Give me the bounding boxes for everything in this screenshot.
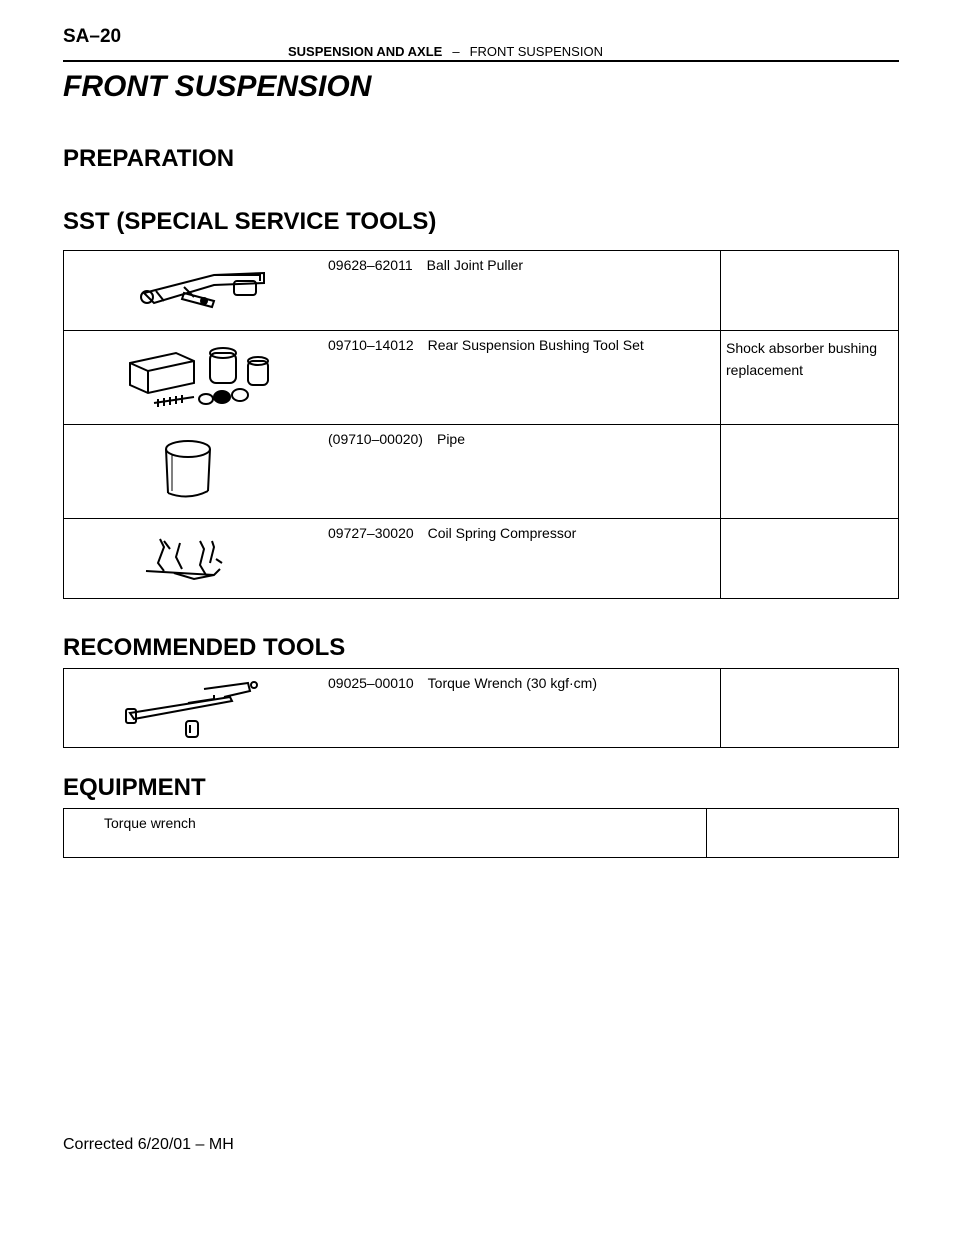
tool-name: Rear Suspension Bushing Tool Set <box>427 337 644 353</box>
tool-note-cell: Shock absorber bushing replacement <box>721 331 899 425</box>
sst-heading: SST (SPECIAL SERVICE TOOLS) <box>63 208 437 235</box>
table-row <box>64 331 899 425</box>
tool-name-cell <box>314 251 721 331</box>
page-number: SA–20 <box>63 26 122 47</box>
part-number: 09025–00010 <box>328 675 414 691</box>
tool-name: Pipe <box>436 431 466 447</box>
running-header <box>288 44 603 59</box>
header-rule <box>63 60 899 62</box>
tool-name-cell <box>314 331 721 425</box>
table-row <box>64 809 899 858</box>
tool-note-cell <box>721 519 899 599</box>
sst-table <box>63 250 899 599</box>
tool-note-cell <box>721 669 899 748</box>
part-number: 09710–14012 <box>328 337 414 353</box>
ball-joint-puller-drawing <box>64 251 314 329</box>
tool-image-cell <box>64 519 315 599</box>
torque-wrench-drawing <box>64 669 314 746</box>
part-number: 09727–30020 <box>328 525 414 541</box>
correction-note: Corrected 6/20/01 – MH <box>63 1136 234 1153</box>
tool-name: Ball Joint Puller <box>426 257 524 273</box>
preparation-heading: PREPARATION <box>63 145 235 172</box>
tool-note-cell <box>721 251 899 331</box>
part-number: (09710–00020) <box>328 431 423 447</box>
tool-note-cell <box>721 425 899 519</box>
tool-name: Torque Wrench (30 kgf·cm) <box>427 675 598 691</box>
tool-image-cell <box>64 425 315 519</box>
tool-name-cell <box>314 519 721 599</box>
page-title: FRONT SUSPENSION <box>63 70 372 103</box>
header-separator: – <box>452 44 460 59</box>
pipe-drawing <box>64 425 314 517</box>
equipment-name-cell: Torque wrench <box>64 809 707 858</box>
tool-image-cell <box>64 669 315 748</box>
part-number: 09628–62011 <box>328 257 413 273</box>
header-section: SUSPENSION AND AXLE <box>288 44 443 59</box>
table-row <box>64 425 899 519</box>
header-subsection: FRONT SUSPENSION <box>469 44 603 59</box>
table-row <box>64 251 899 331</box>
tool-image-cell <box>64 251 315 331</box>
recommended-tools-heading: RECOMMENDED TOOLS <box>63 634 346 661</box>
equipment-heading: EQUIPMENT <box>63 774 206 801</box>
table-row <box>64 519 899 599</box>
bushing-tool-set-drawing <box>64 331 314 423</box>
tool-image-cell <box>64 331 315 425</box>
coil-spring-compressor-drawing <box>64 519 314 597</box>
tool-name-cell <box>314 669 721 748</box>
table-row <box>64 669 899 748</box>
equipment-table <box>63 808 899 858</box>
tool-name: Coil Spring Compressor <box>427 525 577 541</box>
equipment-note-cell <box>707 809 899 858</box>
recommended-tools-table <box>63 668 899 748</box>
tool-name-cell <box>314 425 721 519</box>
